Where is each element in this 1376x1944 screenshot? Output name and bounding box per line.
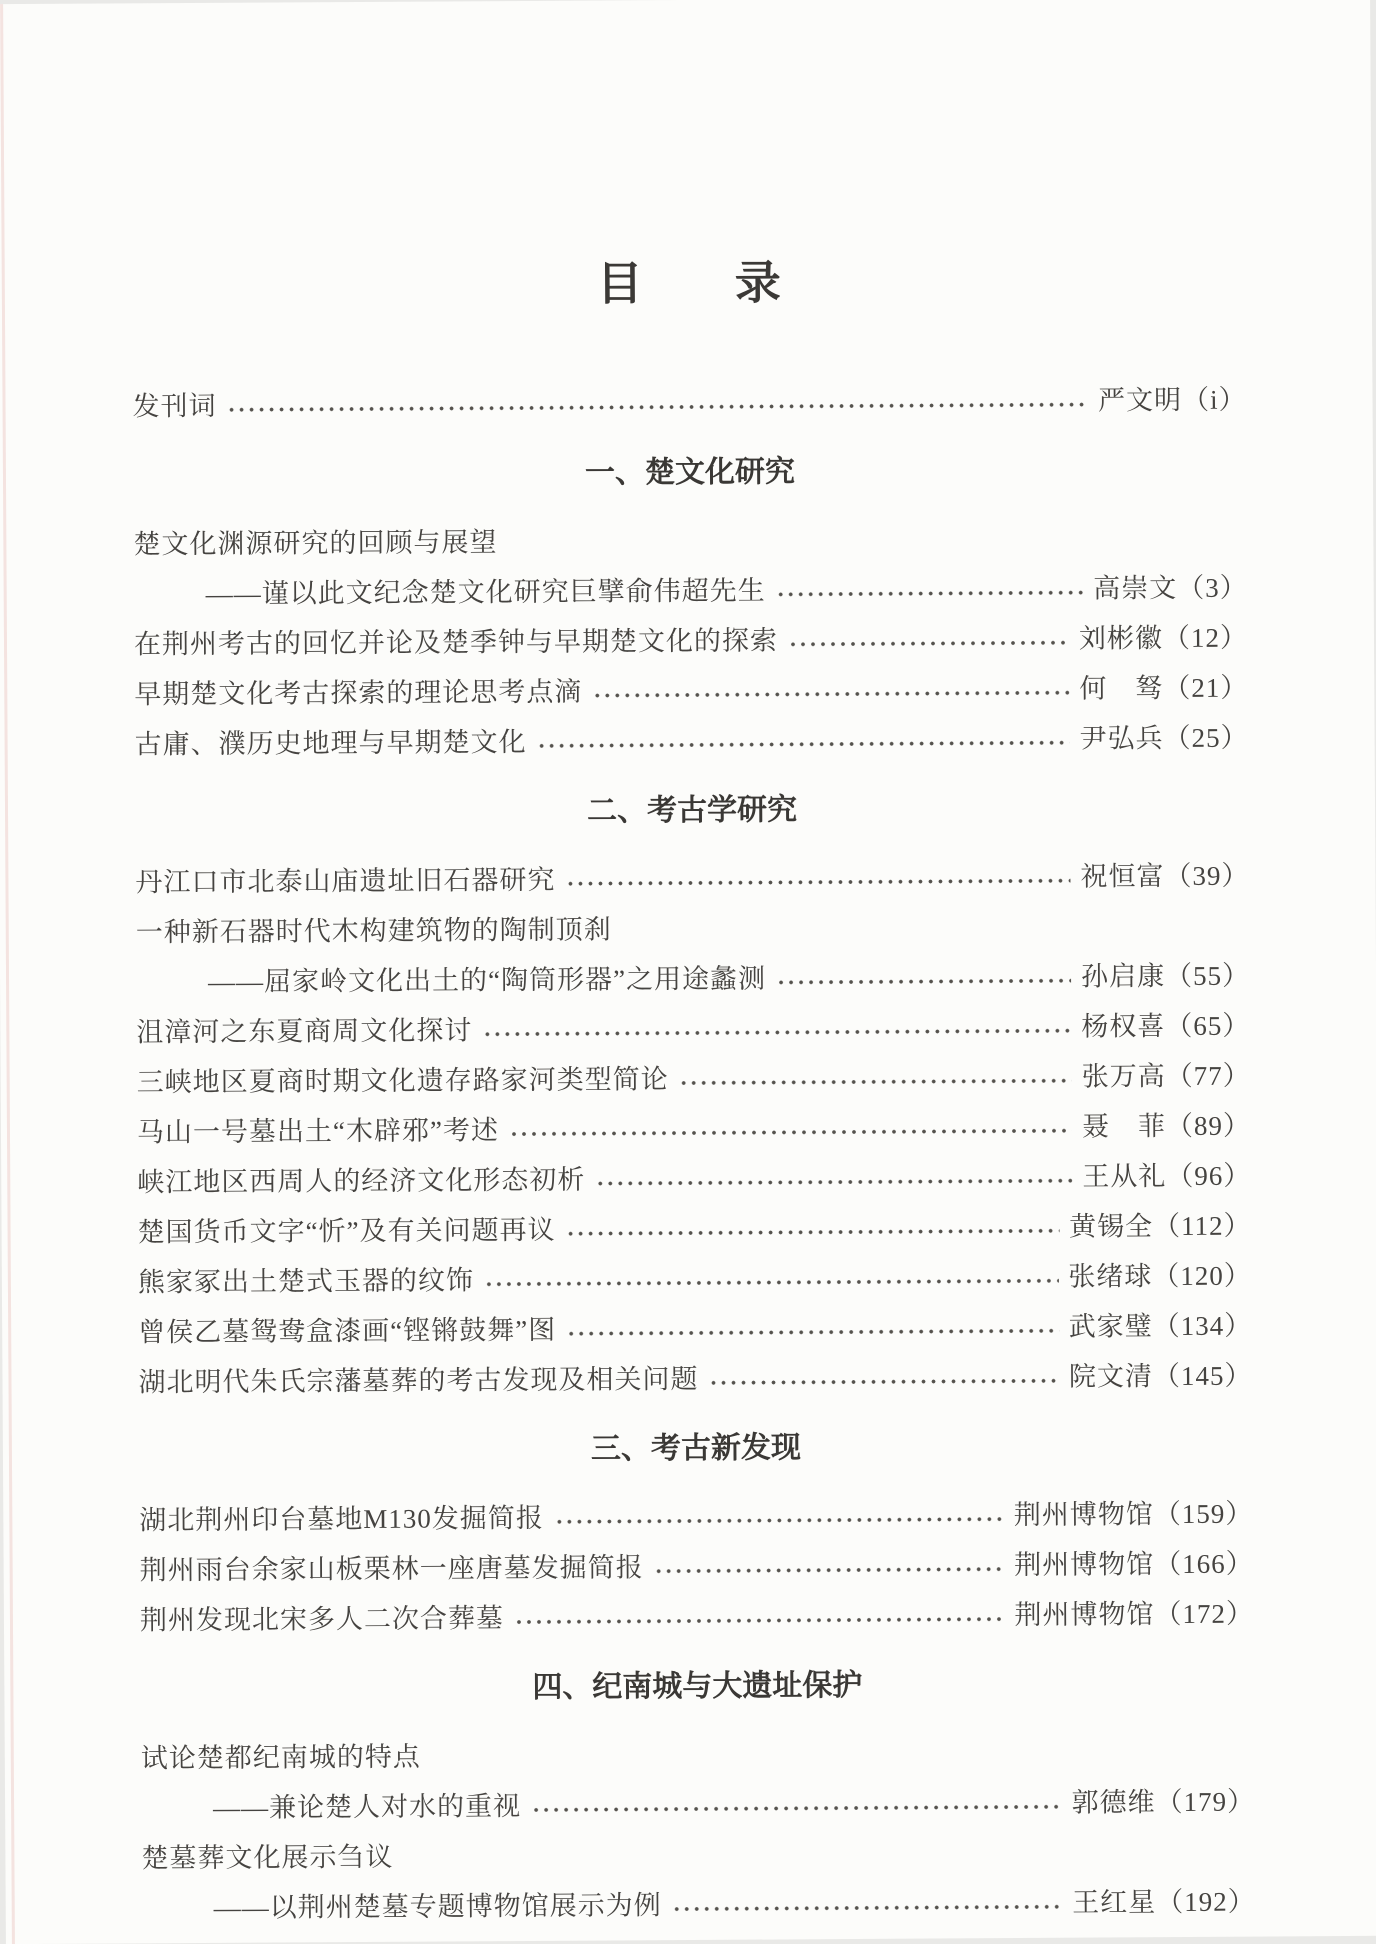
entry-page: （55）	[1164, 960, 1251, 992]
toc-entry	[133, 513, 1247, 570]
entry-author: 祝恒富	[1080, 861, 1165, 892]
entry-page: （172）	[1154, 1598, 1255, 1630]
section-heading: 二、考古学研究	[586, 793, 798, 828]
entry-title: 荆州雨台余家山板栗林一座唐墓发掘简报	[139, 1552, 644, 1586]
entry-page: （192）	[1156, 1886, 1256, 1918]
entry-author: 高崇文	[1093, 573, 1178, 604]
entry-title: 三峡地区夏商时期文化遗存路家河类型简论	[136, 1064, 669, 1098]
entry-author: 王从礼	[1082, 1161, 1167, 1192]
dot-leader	[651, 1540, 1004, 1592]
toc-entry	[136, 901, 1250, 958]
scan-edge-artifact	[0, 4, 15, 1944]
entry-author: 刘彬徽	[1078, 623, 1164, 654]
dot-leader	[774, 564, 1084, 616]
section-heading: 三、考古新发现	[590, 1431, 802, 1466]
entry-title: 在荆州考古的回忆并论及楚季钟与早期楚文化的探索	[133, 625, 779, 660]
dot-leader	[593, 1152, 1072, 1205]
toc-entry	[134, 563, 1248, 620]
entry-title: 湖北明代朱氏宗藩墓葬的考古发现及相关问题	[138, 1363, 699, 1398]
entry-title: 古庸、濮历史地理与早期楚文化	[134, 726, 527, 760]
entry-title: 荆州发现北宋多人二次合葬墓	[139, 1603, 505, 1636]
toc-entry	[134, 713, 1248, 770]
toc-entry	[137, 1201, 1251, 1258]
entry-page: （i）	[1181, 384, 1247, 415]
entry-author: 郭德维	[1071, 1787, 1156, 1818]
entry-author: 杨权喜	[1081, 1011, 1166, 1042]
entry-author: 荆州博物馆	[1014, 1599, 1155, 1631]
toc-entry	[141, 1777, 1255, 1834]
toc-entry	[137, 1101, 1251, 1158]
entry-page: （179）	[1155, 1786, 1256, 1818]
dot-leader	[224, 376, 1088, 431]
toc-entry	[136, 1001, 1250, 1058]
entry-title: ——兼论楚人对水的重视	[213, 1791, 522, 1823]
entry-page: （159）	[1153, 1498, 1254, 1530]
entry-author: 张万高	[1081, 1061, 1166, 1092]
entry-author: 王红星	[1072, 1887, 1157, 1918]
entry-title: 熊家冢出土楚式玉器的纹饰	[137, 1265, 474, 1298]
dot-leader	[670, 1878, 1063, 1930]
entry-page: （77）	[1165, 1060, 1251, 1092]
entry-author: 何 驽	[1079, 673, 1164, 704]
entry-page: （12）	[1162, 622, 1249, 654]
entry-page: （21）	[1163, 672, 1249, 704]
dot-leader	[786, 614, 1069, 666]
toc-entry	[141, 1827, 1255, 1884]
entry-page: （3）	[1177, 572, 1248, 604]
toc-entry	[134, 663, 1248, 720]
toc-entry	[140, 1539, 1254, 1596]
toc-entry	[142, 1877, 1256, 1934]
entry-title: 丹江口市北泰山庙遗址旧石器研究	[135, 864, 556, 898]
entry-title: 一种新石器时代木构建筑物的陶制顶刹	[135, 914, 612, 948]
entry-author: 荆州博物馆	[1014, 1549, 1155, 1581]
entry-title: 曾侯乙墓鸳鸯盒漆画“铿锵鼓舞”图	[138, 1314, 557, 1348]
entry-author: 院文清	[1068, 1361, 1154, 1392]
entry-title: 沮漳河之东夏商周文化探讨	[136, 1015, 473, 1048]
toc-entry	[138, 1301, 1252, 1358]
entry-author: 聂 菲	[1081, 1111, 1167, 1142]
toc-entry	[135, 851, 1249, 908]
entry-page: （65）	[1165, 1010, 1251, 1042]
entry-page: （25）	[1163, 722, 1249, 754]
dot-leader	[774, 952, 1071, 1004]
dot-leader	[507, 1102, 1072, 1155]
toc-entry	[138, 1251, 1252, 1308]
dot-leader	[563, 852, 1070, 905]
dot-leader	[534, 714, 1069, 767]
entry-title: 试论楚都纪南城的特点	[140, 1741, 421, 1774]
entry-title: 楚文化渊源研究的回顾与展望	[133, 527, 498, 560]
entry-title: 湖北荆州印台墓地M130发掘简报	[139, 1502, 544, 1536]
dot-leader	[552, 1490, 1004, 1543]
dot-leader	[590, 664, 1069, 717]
dot-leader	[563, 1202, 1059, 1255]
entry-page: （89）	[1165, 1110, 1252, 1142]
entry-title: ——谨以此文纪念楚文化研究巨擘俞伟超先生	[205, 575, 766, 609]
entry-title: ——以荆州楚墓专题博物馆展示为例	[213, 1890, 662, 1923]
toc-body	[132, 375, 1255, 1934]
toc-entry	[136, 951, 1250, 1008]
toc-entry	[137, 1051, 1251, 1108]
entry-page: （120）	[1152, 1260, 1252, 1292]
dot-leader	[677, 1052, 1072, 1104]
toc-entry	[140, 1589, 1254, 1646]
entry-title: 楚墓葬文化展示刍议	[141, 1841, 394, 1874]
entry-title: 发刊词	[132, 390, 217, 422]
page-title: 目 录	[596, 257, 781, 310]
section-heading: 四、纪南城与大遗址保护	[532, 1668, 863, 1704]
entry-author: 严文明	[1097, 384, 1183, 416]
entry-author: 武家璧	[1068, 1311, 1153, 1342]
entry-author: 荆州博物馆	[1013, 1499, 1154, 1531]
entry-page: （145）	[1152, 1360, 1253, 1392]
dot-leader	[480, 1002, 1071, 1056]
toc-entry	[134, 613, 1248, 670]
toc-entry	[138, 1351, 1252, 1408]
entry-page: （96）	[1166, 1160, 1252, 1192]
entry-page: （134）	[1152, 1310, 1253, 1342]
toc-entry	[137, 1151, 1251, 1208]
section-heading: 一、楚文化研究	[584, 455, 796, 490]
entry-title: 楚国货币文字“忻”及有关问题再议	[137, 1214, 556, 1248]
entry-title: 峡江地区西周人的经济文化形态初析	[137, 1164, 586, 1198]
entry-title: 马山一号墓出土“木辟邪”考述	[136, 1115, 500, 1148]
dot-leader	[706, 1352, 1059, 1404]
dot-leader	[512, 1590, 1005, 1643]
entry-page: （39）	[1164, 860, 1250, 892]
dot-leader	[482, 1252, 1059, 1306]
entry-author: 孙启康	[1080, 961, 1166, 992]
entry-title: 早期楚文化考古探索的理论思考点滴	[134, 676, 583, 710]
toc-entry	[139, 1489, 1253, 1546]
entry-author: 黄锡全	[1068, 1211, 1154, 1242]
toc-entry	[141, 1727, 1255, 1784]
entry-author: 张绪球	[1068, 1261, 1153, 1292]
dot-leader	[564, 1302, 1059, 1355]
toc-entry	[132, 375, 1246, 432]
dot-leader	[529, 1778, 1062, 1831]
entry-page: （166）	[1154, 1548, 1254, 1580]
entry-author: 尹弘兵	[1079, 723, 1164, 754]
entry-title: ——屈家岭文化出土的“陶筒形器”之用途蠡测	[207, 963, 767, 997]
entry-page: （112）	[1152, 1210, 1252, 1242]
